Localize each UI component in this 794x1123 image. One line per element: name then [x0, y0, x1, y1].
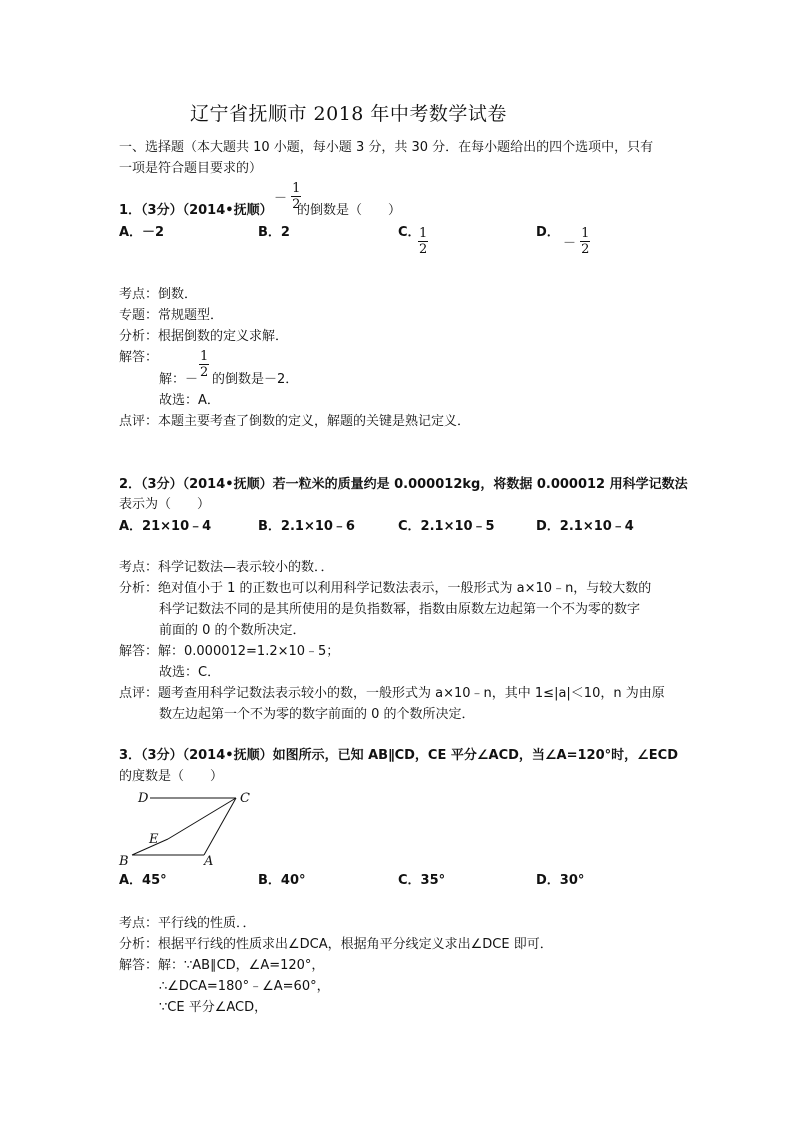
q1-d-den: 2	[581, 242, 590, 257]
q1-c-den: 2	[419, 242, 428, 257]
q1-zhuanti: 专题：常规题型．	[119, 308, 224, 323]
q2-option-d: D．2.1×10﹣4	[536, 519, 634, 534]
q1-prefix: 1．（3分）（2014•抚顺）	[119, 203, 273, 218]
section-header-line2: 一项是符合题目要求的）	[119, 161, 263, 176]
q3-option-d: D．30°	[536, 873, 585, 888]
q1-jie-num: 1	[200, 349, 209, 364]
q3-option-b: B．40°	[258, 873, 306, 888]
q1-jie-prefix: 解：－	[159, 372, 199, 387]
label-d: D	[138, 791, 149, 806]
q3-jieda-line3: ∵CE 平分∠ACD，	[159, 1000, 268, 1015]
q3-stem-line1: 3．（3分）（2014•抚顺）如图所示，已知 AB∥CD，CE 平分∠ACD，当∠A=120°时，∠ECD	[119, 748, 679, 763]
q2-dianping-line2: 数左边起第一个不为零的数字前面的 0 的个数所决定．	[159, 707, 475, 722]
q1-option-b: B．2	[258, 225, 290, 240]
q1-option-c: C．	[398, 225, 421, 240]
label-e: E	[149, 832, 159, 847]
q1-jie-suffix: 的倒数是－2．	[212, 372, 299, 387]
q3-kaodian: 考点：平行线的性质．．	[119, 916, 256, 931]
q2-stem-line2: 表示为（ ）	[119, 497, 211, 512]
q1-c-num: 1	[419, 226, 428, 241]
label-c: C	[240, 791, 250, 806]
q3-stem-line2: 的度数是（ ）	[119, 769, 224, 784]
q1-frac-num: 1	[292, 181, 301, 196]
q1-stem-suffix: 的倒数是（ ）	[297, 203, 402, 218]
q1-fenxi: 分析：根据倒数的定义求解．	[119, 329, 289, 344]
q1-dianping: 点评：本题主要考查了倒数的定义，解题的关键是熟记定义．	[119, 414, 471, 429]
q2-dianping-line1: 点评：题考查用科学记数法表示较小的数，一般形式为 a×10﹣n，其中 1≤|a|＜10，n 为由原	[119, 686, 665, 701]
q2-fenxi-line1: 分析：绝对值小于 1 的正数也可以利用科学记数法表示，一般形式为 a×10﹣n，与较大数的	[119, 581, 652, 596]
q2-option-a: A．21×10﹣4	[119, 519, 212, 534]
q3-figure	[116, 787, 266, 867]
q2-kaodian: 考点：科学记数法—表示较小的数．．	[119, 560, 334, 575]
q1-option-c-fraction	[418, 226, 428, 257]
q2-jieda: 解答：解：0.000012=1.2×10﹣5；	[119, 644, 340, 659]
q2-fenxi-line3: 前面的 0 的个数所决定．	[159, 623, 306, 638]
q1-frac-sign: －	[274, 191, 288, 206]
q1-d-sign: －	[563, 236, 577, 251]
q2-fenxi-line2: 科学记数法不同的是其所使用的是负指数幂，指数由原数左边起第一个不为零的数字	[159, 602, 641, 617]
section-header-line1: 一、选择题（本大题共 10 小题，每小题 3 分，共 30 分．在每小题给出的四个选项中，只有	[119, 140, 654, 155]
line-ca	[204, 798, 236, 855]
line-ce	[168, 798, 236, 839]
q2-option-c: C．2.1×10﹣5	[398, 519, 495, 534]
page-title: 辽宁省抚顺市 2018 年中考数学试卷	[190, 103, 507, 125]
q1-frac-den: 2	[292, 197, 301, 212]
q3-jieda-line1: 解答：解：∵AB∥CD，∠A=120°，	[119, 958, 325, 973]
q3-option-c: C．35°	[398, 873, 446, 888]
label-b: B	[119, 854, 129, 867]
q3-option-a: A．45°	[119, 873, 167, 888]
q1-option-d: D．	[536, 225, 560, 240]
label-a: A	[204, 854, 214, 867]
q1-d-num: 1	[581, 226, 590, 241]
q1-stem	[119, 201, 273, 221]
q1-option-a: A．－2	[119, 225, 165, 240]
q1-jie-fraction	[199, 349, 209, 380]
q3-fenxi: 分析：根据平行线的性质求出∠DCA，根据角平分线定义求出∠DCE 即可．	[119, 937, 553, 952]
q3-jieda-line2: ∴∠DCA=180°﹣∠A=60°，	[159, 979, 330, 994]
q2-option-b: B．2.1×10﹣6	[258, 519, 355, 534]
q1-guxuan: 故选：A．	[159, 393, 220, 408]
q1-jie-den: 2	[200, 365, 209, 380]
q2-stem-line1: 2．（3分）（2014•抚顺）若一粒米的质量约是 0.000012kg，将数据 0.000012 用科学记数法	[119, 477, 688, 492]
q1-jieda-label: 解答：	[119, 350, 159, 365]
q1-option-d-fraction	[563, 226, 590, 257]
q2-guxuan: 故选：C．	[159, 665, 221, 680]
q1-kaodian: 考点：倒数．	[119, 287, 198, 302]
